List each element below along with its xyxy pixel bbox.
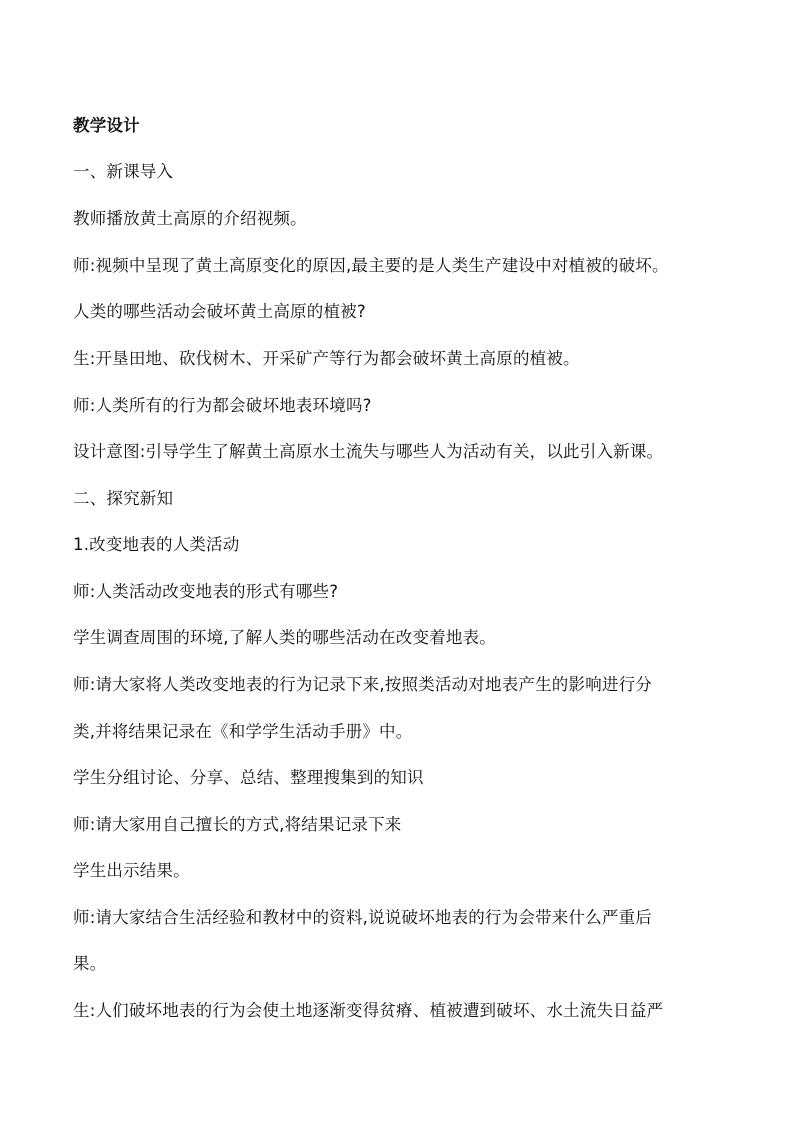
paragraph: 教师播放黄土高原的介绍视频。 <box>73 209 307 228</box>
paragraph: 师:请大家将人类改变地表的行为记录下来,按照类活动对地表产生的影响进行分 <box>73 675 653 694</box>
paragraph: 人类的哪些活动会破坏黄土高原的植被? <box>73 302 366 321</box>
paragraph: 学生出示结果。 <box>73 861 190 880</box>
paragraph: 学生调查周围的环境,了解人类的哪些活动在改变着地表。 <box>73 628 496 647</box>
paragraph: 生:人们破坏地表的行为会使土地逐渐变得贫瘠、植被遭到破坏、水土流失日益严 <box>73 1001 664 1020</box>
paragraph: 生:开垦田地、砍伐树木、开采矿产等行为都会破坏黄土高原的植被。 <box>73 349 580 368</box>
subsection-heading: 1.改变地表的人类活动 <box>73 535 240 554</box>
section-heading-explore: 二、探究新知 <box>73 489 174 508</box>
paragraph: 师:请大家结合生活经验和教材中的资料,说说破坏地表的行为会带来什么严重后 <box>73 908 653 927</box>
paragraph: 师:人类所有的行为都会破坏地表环境吗? <box>73 396 372 415</box>
paragraph: 师:人类活动改变地表的形式有哪些? <box>73 582 339 601</box>
paragraph: 学生分组讨论、分享、总结、整理搜集到的知识 <box>73 768 424 787</box>
paragraph: 师:视频中呈现了黄土高原变化的原因,最主要的是人类生产建设中对植被的破坏。 <box>73 256 669 275</box>
document-heading: 教学设计 <box>73 116 140 135</box>
section-heading-new-lesson: 一、新课导入 <box>73 162 174 181</box>
paragraph: 设计意图:引导学生了解黄土高原水土流失与哪些人为活动有关，以此引入新课。 <box>73 442 664 461</box>
paragraph: 类,并将结果记录在《和学学生活动手册》中。 <box>73 722 413 741</box>
paragraph: 果。 <box>73 954 107 973</box>
paragraph: 师:请大家用自己擅长的方式,将结果记录下来 <box>73 815 402 834</box>
